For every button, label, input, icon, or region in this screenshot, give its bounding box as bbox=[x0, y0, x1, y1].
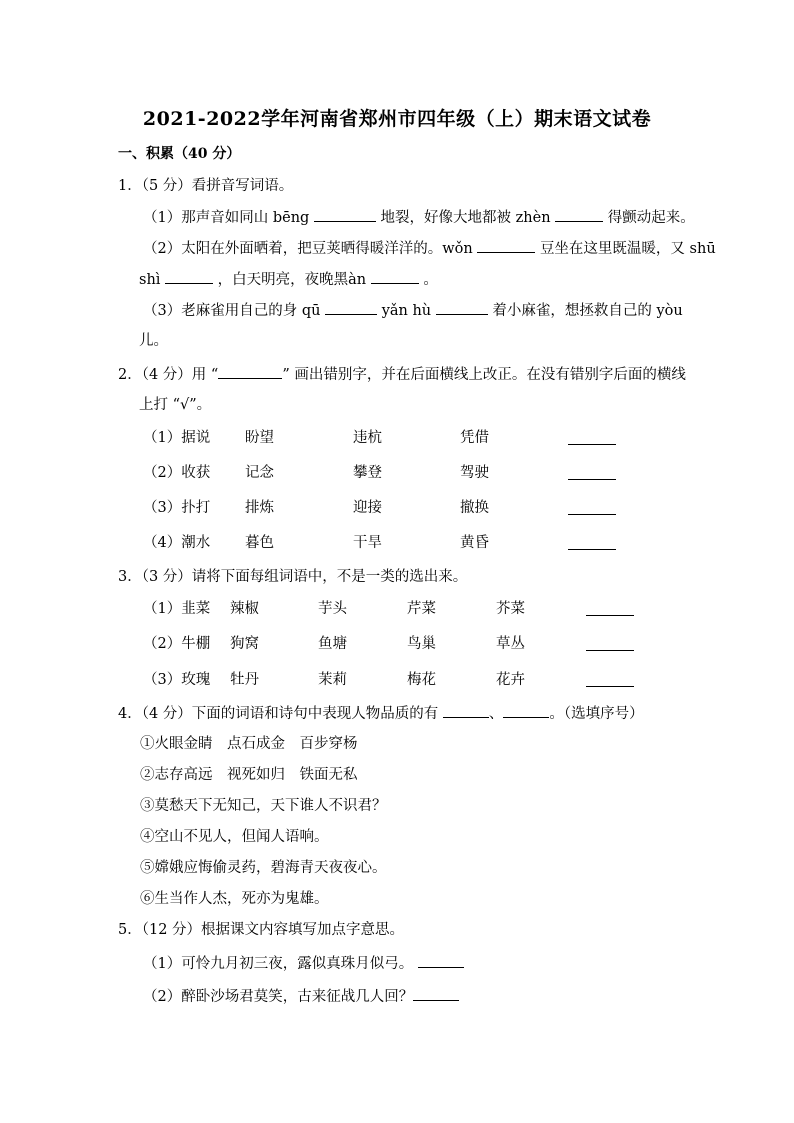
q1-sub3-cont: 儿。 bbox=[139, 333, 168, 349]
word-cell: 黄昏 bbox=[460, 535, 489, 551]
word-cell: 盼望 bbox=[245, 430, 274, 446]
word-cell: 违杭 bbox=[353, 430, 382, 446]
answer-blank[interactable] bbox=[568, 500, 616, 515]
word-cell: （1）据说 bbox=[143, 430, 211, 446]
answer-blank[interactable] bbox=[436, 300, 488, 315]
answer-blank[interactable] bbox=[413, 986, 459, 1001]
q4-option: ⑥生当作人杰，死亦为鬼雄。 bbox=[140, 891, 329, 907]
q1-sub2-cont: shì ，白天明亮，夜晚黑àn 。 bbox=[139, 269, 438, 290]
word-cell: （4）潮水 bbox=[143, 535, 211, 551]
q4-option: ④空山不见人，但闻人语响。 bbox=[140, 829, 329, 845]
word-cell: 狗窝 bbox=[230, 636, 259, 652]
word-cell: 辣椒 bbox=[230, 601, 259, 617]
q4-stem: 4．（4 分）下面的词语和诗句中表现人物品质的有 、 。（选填序号） bbox=[118, 703, 644, 724]
word-cell: 排炼 bbox=[245, 500, 274, 516]
answer-blank[interactable] bbox=[568, 535, 616, 550]
q1-sub3: （3）老麻雀用自己的身 qū yǎn hù 着小麻雀，想拯救自己的 yòu bbox=[143, 300, 683, 321]
q4-option: ②志存高远 视死如归 铁面无私 bbox=[140, 767, 358, 783]
word-cell: 花卉 bbox=[496, 672, 525, 688]
answer-blank[interactable] bbox=[314, 207, 376, 222]
word-cell: 芋头 bbox=[318, 601, 347, 617]
answer-blank[interactable] bbox=[418, 953, 464, 968]
word-cell: 鱼塘 bbox=[318, 636, 347, 652]
word-cell: （3）玫瑰 bbox=[143, 672, 211, 688]
answer-blank[interactable] bbox=[555, 207, 603, 222]
word-cell: 驾驶 bbox=[460, 465, 489, 481]
word-cell: 迎接 bbox=[353, 500, 382, 516]
word-cell: 芥菜 bbox=[496, 601, 525, 617]
word-cell: 芹菜 bbox=[407, 601, 436, 617]
q1-sub2: （2）太阳在外面晒着，把豆荚晒得暖洋洋的。wǒn 豆坐在这里既温暖，又 shū bbox=[143, 238, 716, 259]
q1-sub1: （1）那声音如同山 bēng 地裂，好像大地都被 zhèn 得颤动起来。 bbox=[143, 207, 695, 228]
answer-blank[interactable] bbox=[477, 238, 535, 253]
q5-sub1: （1）可怜九月初三夜，露似真珠月似弓。 bbox=[143, 953, 464, 974]
answer-blank[interactable] bbox=[586, 672, 634, 687]
q4-option: ③莫愁天下无知己，天下谁人不识君？ bbox=[140, 798, 387, 814]
answer-blank[interactable] bbox=[165, 269, 213, 284]
word-cell: 鸟巢 bbox=[407, 636, 436, 652]
answer-blank[interactable] bbox=[371, 269, 419, 284]
word-cell: 暮色 bbox=[245, 535, 274, 551]
word-cell: 干旱 bbox=[353, 535, 382, 551]
q2-stem: 2．（4 分）用 “ ” 画出错别字，并在后面横线上改正。在没有错别字后面的横线 bbox=[118, 364, 686, 385]
q3-stem: 3．（3 分）请将下面每组词语中，不是一类的选出来。 bbox=[118, 569, 468, 585]
word-cell: 梅花 bbox=[407, 672, 436, 688]
word-cell: 茉莉 bbox=[318, 672, 347, 688]
q5-stem: 5．（12 分）根据课文内容填写加点字意思。 bbox=[118, 922, 405, 938]
answer-blank[interactable] bbox=[568, 430, 616, 445]
word-cell: 记念 bbox=[245, 465, 274, 481]
word-cell: （1）韭菜 bbox=[143, 601, 211, 617]
word-cell: 攀登 bbox=[353, 465, 382, 481]
word-cell: 凭借 bbox=[460, 430, 489, 446]
word-cell: （2）牛棚 bbox=[143, 636, 211, 652]
q5-sub2: （2）醉卧沙场君莫笑，古来征战几人回？ bbox=[143, 986, 459, 1007]
word-cell: （3）扑打 bbox=[143, 500, 211, 516]
word-cell: （2）收获 bbox=[143, 465, 211, 481]
answer-blank[interactable] bbox=[586, 636, 634, 651]
answer-blank[interactable] bbox=[503, 703, 549, 718]
word-cell: 撤换 bbox=[460, 500, 489, 516]
exam-title: 2021-2022学年河南省郑州市四年级（上）期末语文试卷 bbox=[142, 108, 652, 130]
q4-option: ①火眼金睛 点石成金 百步穿杨 bbox=[140, 736, 358, 752]
answer-blank[interactable] bbox=[443, 703, 489, 718]
q4-option: ⑤嫦娥应悔偷灵药，碧海青天夜夜心。 bbox=[140, 860, 387, 876]
answer-blank[interactable] bbox=[586, 601, 634, 616]
answer-blank[interactable] bbox=[568, 465, 616, 480]
section-heading: 一、积累（40 分） bbox=[118, 146, 241, 162]
underline-sample bbox=[218, 364, 282, 379]
answer-blank[interactable] bbox=[325, 300, 377, 315]
word-cell: 草丛 bbox=[496, 636, 525, 652]
q1-stem: 1．（5 分）看拼音写词语。 bbox=[118, 178, 294, 194]
q2-stem-cont: 上打 “√”。 bbox=[139, 397, 212, 413]
word-cell: 牡丹 bbox=[230, 672, 259, 688]
